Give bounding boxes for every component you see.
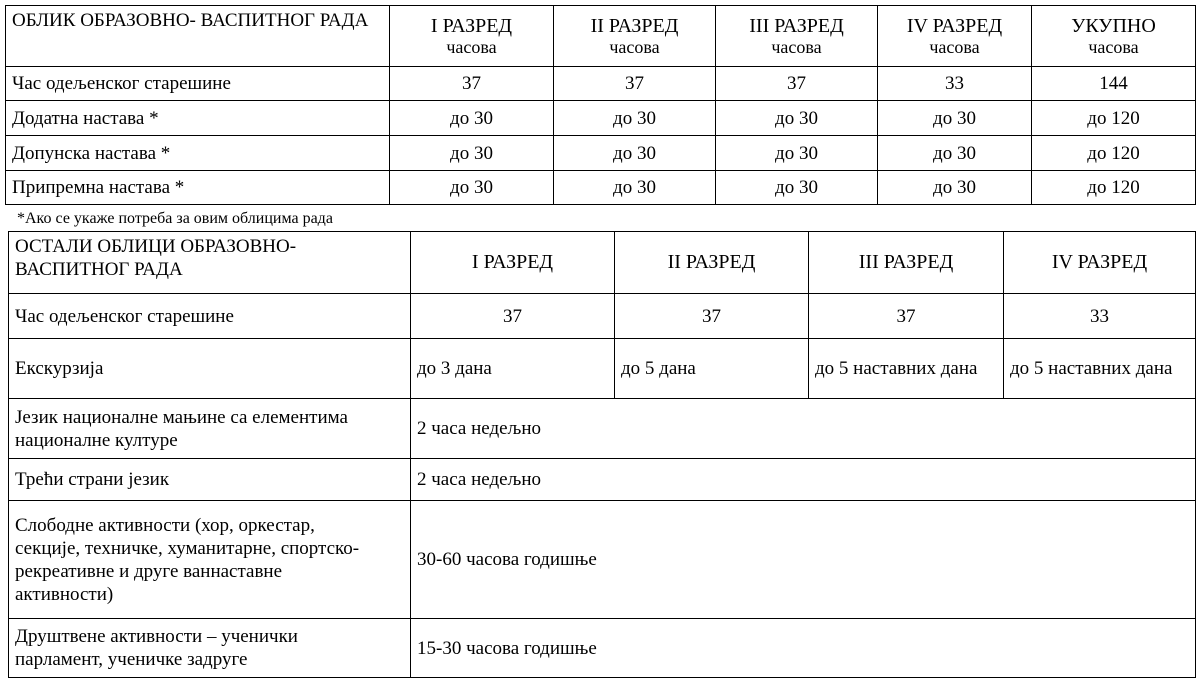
header-total: УКУПНО часова bbox=[1032, 6, 1196, 67]
cell-value: до 5 наставних дана bbox=[1004, 339, 1196, 399]
cell-value: 37 bbox=[716, 67, 878, 101]
cell-value: 33 bbox=[878, 67, 1032, 101]
table-header-row bbox=[9, 232, 1196, 294]
cell-value: 15-30 часова годишње bbox=[411, 619, 1196, 678]
row-label: Допунска настава * bbox=[6, 136, 390, 171]
header-grade-4: IV РАЗРЕД bbox=[1004, 232, 1196, 294]
cell-value: до 30 bbox=[554, 171, 716, 205]
cell-value: до 5 наставних дана bbox=[809, 339, 1004, 399]
header-grade-1: I РАЗРЕД часова bbox=[390, 6, 554, 67]
table-header-row bbox=[6, 6, 1196, 67]
table-row bbox=[9, 399, 1196, 459]
table-row bbox=[6, 101, 1196, 136]
cell-value: 37 bbox=[411, 294, 615, 339]
cell-value: до 30 bbox=[390, 171, 554, 205]
cell-value: до 120 bbox=[1032, 171, 1196, 205]
class-hours-table bbox=[5, 5, 1196, 205]
cell-value: 37 bbox=[554, 67, 716, 101]
header-grade-4: IV РАЗРЕД часова bbox=[878, 6, 1032, 67]
table-row bbox=[9, 294, 1196, 339]
cell-value: до 30 bbox=[878, 136, 1032, 171]
cell-value: до 3 дана bbox=[411, 339, 615, 399]
row-label: Час одељенског старешине bbox=[6, 67, 390, 101]
row-label: Трећи страни језик bbox=[9, 459, 411, 501]
table-row bbox=[9, 459, 1196, 501]
cell-value: до 30 bbox=[716, 136, 878, 171]
cell-value: 144 bbox=[1032, 67, 1196, 101]
cell-value: 2 часа недељно bbox=[411, 459, 1196, 501]
cell-value: до 30 bbox=[878, 101, 1032, 136]
cell-value: 33 bbox=[1004, 294, 1196, 339]
cell-value: до 30 bbox=[554, 136, 716, 171]
row-label: Друштвене активности – ученички парламент, ученичке задруге bbox=[9, 619, 411, 678]
header-grade-3: III РАЗРЕД bbox=[809, 232, 1004, 294]
row-label: Додатна настава * bbox=[6, 101, 390, 136]
row-label: Језик националне мањине са елементима националне културе bbox=[9, 399, 411, 459]
header-grade-2: II РАЗРЕД bbox=[615, 232, 809, 294]
cell-value: до 30 bbox=[716, 101, 878, 136]
cell-value: до 120 bbox=[1032, 101, 1196, 136]
table-row bbox=[9, 339, 1196, 399]
header-grade-1: I РАЗРЕД bbox=[411, 232, 615, 294]
header-grade-2: II РАЗРЕД часова bbox=[554, 6, 716, 67]
cell-value: 37 bbox=[390, 67, 554, 101]
header-other-activities: ОСТАЛИ ОБЛИЦИ ОБРАЗОВНО-ВАСПИТНОГ РАДА bbox=[9, 232, 411, 294]
table-row bbox=[6, 67, 1196, 101]
cell-value: до 30 bbox=[716, 171, 878, 205]
row-label: Слободне активности (хор, оркестар, секције, техничке, хуманитарне, спортско-рекреативне и друге ваннаставне активности) bbox=[9, 501, 411, 619]
cell-value: до 30 bbox=[390, 101, 554, 136]
header-activity-type: ОБЛИК ОБРАЗОВНО- ВАСПИТНОГ РАДА bbox=[6, 6, 390, 67]
cell-value: до 30 bbox=[878, 171, 1032, 205]
cell-value: 37 bbox=[809, 294, 1004, 339]
cell-value: 37 bbox=[615, 294, 809, 339]
cell-value: до 30 bbox=[390, 136, 554, 171]
cell-value: до 5 дана bbox=[615, 339, 809, 399]
table-row bbox=[6, 171, 1196, 205]
cell-value: до 120 bbox=[1032, 136, 1196, 171]
table-row bbox=[9, 619, 1196, 678]
row-label: Екскурзија bbox=[9, 339, 411, 399]
cell-value: до 30 bbox=[554, 101, 716, 136]
header-grade-3: III РАЗРЕД часова bbox=[716, 6, 878, 67]
table-row bbox=[9, 501, 1196, 619]
table-row bbox=[6, 136, 1196, 171]
other-activities-table bbox=[8, 231, 1196, 678]
cell-value: 30-60 часова годишње bbox=[411, 501, 1196, 619]
cell-value: 2 часа недељно bbox=[411, 399, 1196, 459]
row-label: Припремна настава * bbox=[6, 171, 390, 205]
footnote: *Ако се укаже потреба за овим облицима рада bbox=[17, 210, 333, 227]
row-label: Час одељенског старешине bbox=[9, 294, 411, 339]
